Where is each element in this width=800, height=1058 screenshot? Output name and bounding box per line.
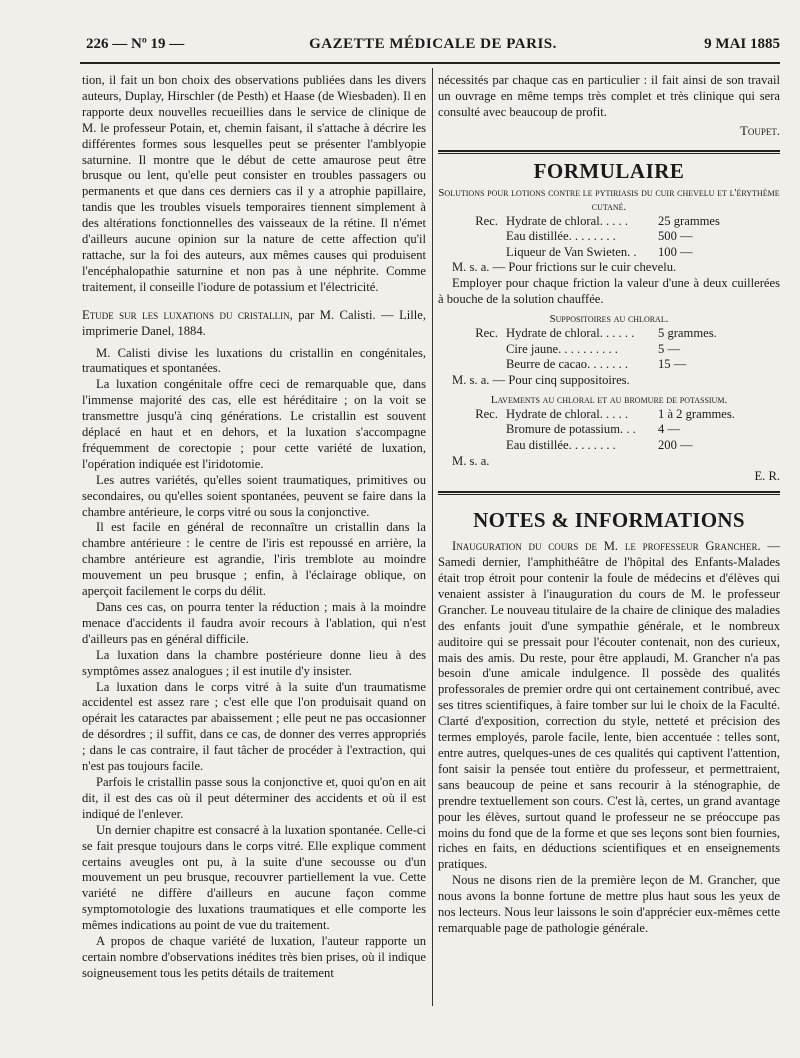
formula-qty: 5 — [658,341,681,356]
formulaire-heading: FORMULAIRE [533,158,685,183]
formula-qty: 100 — [658,244,693,259]
formula-row [438,229,780,245]
paragraph: Nous ne disons rien de la première leçon de M. Grancher, que nous avons la bonne fortune de mettre plus haut sous les yeux de nos lecteurs. Nous leur laissons le soin d'apprécier eux-mêmes cette remarquable page de pathologie générale. [438,873,780,935]
formula-item: Hydrate de chloral. . . . . . [506,326,635,341]
formula-row [438,326,780,342]
paragraph: Parfois le cristallin passe sous la conjonctive et, quoi qu'on en ait dit, il est des cas où il peut déterminer des accidents et où il est indiqué de l'enlever. [82,774,426,821]
paragraph: nécessités par chaque cas en particulier : il fait ainsi de son travail un ouvrage en même temps très complet et très clinique qui sera consulté avec beaucoup de profit. [438,73,780,119]
formula-qty: 500 — [658,229,693,244]
reference-publisher: — Lille, imprimerie Danel, 1884. [82,307,426,338]
page-header [86,36,780,56]
formula-lead [438,245,506,261]
formula-qty: 200 — [658,437,693,452]
formula-signature: E. R. [754,469,780,484]
formula-lead: Rec. [475,326,498,341]
formula-instruction: M. s. a. [452,453,490,468]
formula-row [438,407,780,423]
formula-instruction: M. s. a. — Pour frictions sur le cuir chevelu. [452,260,677,275]
news-item-body: — Samedi dernier, l'amphithéâtre de l'hôpital des Enfants-Malades était trop étroit pour contenir la foule de médecins et d'élèves qui venaient assister à l'inauguration du cours de M. le professeur Grancher. Le nouveau titulaire de la chaire de clinique des maladies des enfants jouit d'une sympathie générale, et le nombreux auditoire qui se pressait pour l'écouter contenait, non des curieux, mais des amis. Du reste, pour être applaudi, M. Grancher n'a pas besoin d'une amicale indulgence. Il possède des qualités professorales de premier ordre qui ont certainement contribué, avec ses titres scientifiques, à faire tomber sur lui le choix de la Faculté. Clarté d'exposition, correction du style, netteté et précision des termes employés, parole facile, lente, bien accentuée : telles sont, entre autres, quelques-unes de ces qualités qui captivent l'attention, font saisir la pensée tout entière du professeur, et permettraient, sans beaucoup de peine et sans recourir à la sténographie, de prendre textuellement son cours. C'est là, certes, un grand avantage pour les élèves, surtout quand le professeur ne se préoccupe pas moins du fond que de la forme et que ses leçons sont bien fournies, riches en faits, en déductions scientifiques et en enseignements pratiques. [438,539,780,872]
formula-list [438,326,780,373]
formula-item: Beurre de cacao. . . . . . . [506,357,629,372]
section-rule [438,150,780,154]
formula-lead [438,438,506,454]
paragraph: La luxation congénitale offre ceci de remarquable que, dans l'immense majorité des cas, elle est héréditaire ; on la voit se transmettre jusqu'à cinq générations. Le cristallin est souvent déplacé en haut et en dehors, et la luxation s'accompagne fréquemment de corectopie ; pour cette variété de luxation, l'opération indiquée est l'iridotomie. [82,377,426,471]
formula-item: Liqueur de Van Swieten. . [506,244,637,259]
paragraph: La luxation dans la chambre postérieure donne lieu à des symptômes assez analogues ; il est inutile d'y insister. [82,647,426,678]
formula-item: Hydrate de chloral. . . . . [506,406,629,421]
formula-lead [438,422,506,438]
paragraph: M. Calisti divise les luxations du cristallin en congénitales, traumatiques et spontanées. [82,345,426,376]
formula-item: Eau distillée. . . . . . . . [506,437,616,452]
formula-item: Cire jaune. . . . . . . . . . [506,341,618,356]
formula-list [438,407,780,454]
formula-lead [438,357,506,373]
formula-row [438,245,780,261]
paragraph: Dans ces cas, on pourra tenter la réduction ; mais à la moindre menace d'accidents il faudra avoir recours à l'ablation, qui n'est d'ailleurs pas en général difficile. [82,600,426,646]
formula-row [438,342,780,358]
formula-qty: 25 grammes [658,213,720,228]
journal-title: GAZETTE MÉDICALE DE PARIS. [309,36,557,52]
column-rule [432,68,433,1006]
formula-lead: Rec. [475,406,498,421]
header-rule [80,62,780,64]
issue-date: 9 MAI 1885 [704,36,780,52]
formula-heading: Solutions pour lotions contre le pytiriasis du cuir chevelu et l'érythème cutané. [438,186,780,213]
review-reference [82,308,426,340]
formula-row [438,214,780,230]
formula-qty: 4 — [658,422,681,437]
formula-lead: Rec. [475,213,498,228]
formula-item: Eau distillée. . . . . . . . [506,229,616,244]
formula-lead [438,342,506,358]
news-item [438,539,780,873]
author-signature: Toupet. [740,123,780,138]
reference-title: Etude sur les luxations du cristallin, [82,307,293,322]
paragraph: La luxation dans le corps vitré à la suite d'un traumatisme accidentel est assez rare ; c'est elle que l'on produisait quand on opérait les cataractes par abaissement ; elle peut ne pas occasionner de désordres ; il suffit, dans ce cas, de donner des verres appropriés ; dans le cas contraire, il faut tâcher de procéder à l'extraction, qui n'est pas toujours facile. [82,679,426,774]
formula-heading: Lavements au chloral et au bromure de potassium. [490,393,728,406]
right-column [438,73,780,937]
formula-lead [438,229,506,245]
paragraph: tion, il fait un bon choix des observations publiées dans les divers auteurs, Duplay, Hirschler (de Pesth) et Haase (de Wiesbaden). Il en rapporte deux nouvelles recueillies dans le service de clinique de M. le professeur Potain, et, chemin faisant, il s'attache à décrire les différentes formes sous lesquelles peut se présenter l'amblyopie saturnine. Il montre que le début de cette amaurose peut être brusque ou lent, qu'elle peut consister en troubles passagers ou permanents et que dans ces derniers cas il y a atrophie papillaire, tandis que les troubles visuels temporaires tiennent simplement à des altérations fonctionnelles des vaisseaux de la rétine. Il n'émet d'ailleurs aucune opinion sur la nature de cette affection qu'il rattache, sur la foi des auteurs, aux mêmes causes qui produisent l'encéphalopathie saturnine et non pas à une néphrite. Comme traitement, il conseille l'iodure de potassium et l'électricité. [82,73,426,294]
formula-item: Bromure de potassium. . . [506,422,636,437]
formula-item: Hydrate de chloral. . . . . [506,213,629,228]
formula-heading: Suppositoires au chloral. [549,313,669,326]
paragraph: Un dernier chapitre est consacré à la luxation spontanée. Celle-ci se fait presque toujours dans le corps vitré. Elle explique comment certains aveugles ont pu, à la suite d'une secousse ou d'un mouvement un peu brusque, recouvrer partiellement la vue. Cette variété ne diffère d'ailleurs en aucune façon comme symptomotologie des luxations traumatiques et elle comporte les mêmes indications au point de vue du traitement. [82,822,426,933]
section-rule [438,491,780,495]
formula-note: Employer pour chaque friction la valeur d'une à deux cuillerées à bouche de la solution chauffée. [438,276,780,307]
formula-row [438,438,780,454]
formula-qty: 15 — [658,357,687,372]
paragraph: Il est facile en général de reconnaître un cristallin dans la chambre antérieure : le centre de l'iris est repoussé en arrière, la chambre antérieure est agrandie, l'iris tremblote au moindre mouvement un peu brusque ; enfin, à l'éclairage oblique, on aperçoit facilement le corps du délit. [82,520,426,599]
formula-list [438,214,780,261]
formula-row [438,357,780,373]
reference-author: par M. Calisti. [298,307,376,322]
formula-row [438,422,780,438]
left-column [82,73,426,982]
paragraph: A propos de chaque variété de luxation, l'auteur rapporte un certain nombre d'observations inédites très bien prises, où il indique soigneusement tous les petits détails de traitement [82,934,426,980]
paragraph: Les autres variétés, qu'elles soient traumatiques, primitives ou secondaires, ou qu'elles soient spontanées, peuvent se faire dans la chambre antérieure, le corps vitré ou sous la conjonctive. [82,472,426,519]
notes-heading: NOTES & INFORMATIONS [473,508,745,533]
formula-instruction: M. s. a. — Pour cinq suppositoires. [452,372,630,387]
formula-qty: 5 grammes. [658,326,717,341]
formula-qty: 1 à 2 grammes. [658,406,735,421]
page-number: 226 — Nº 19 — [86,36,185,52]
news-item-title: Inauguration du cours de M. le professeur Grancher. [452,539,761,554]
